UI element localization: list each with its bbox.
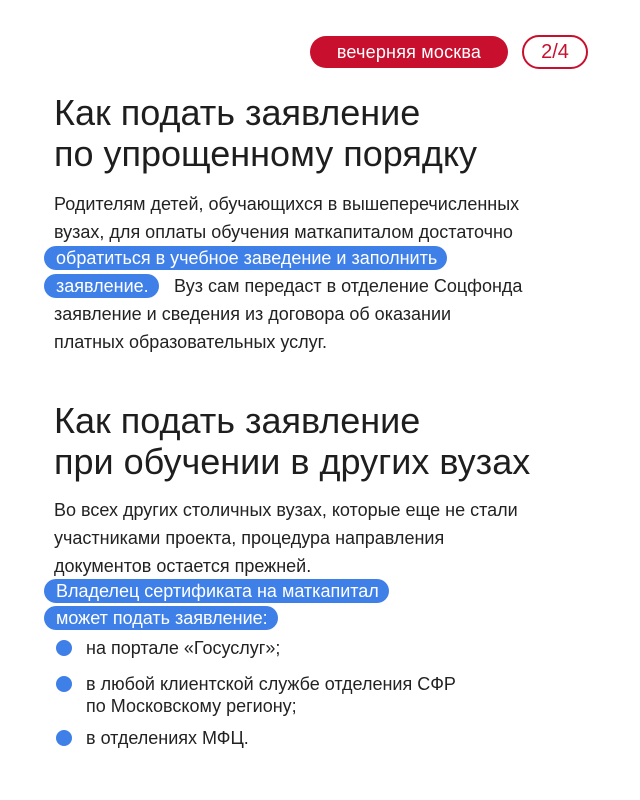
section1-line5: платных образовательных услуг.: [54, 332, 328, 352]
section1-line3: Вуз сам передаст в отделение Соцфонда: [174, 276, 523, 296]
section2-title-line1: Как подать заявление: [54, 400, 421, 441]
section1-highlight2: заявление.: [44, 274, 159, 298]
section2-line1: Во всех других столичных вузах, которые еще не стали: [54, 500, 518, 520]
bullet-item-mfc: в отделениях МФЦ.: [86, 728, 249, 748]
section2-highlight1: Владелец сертификата на маткапитал: [44, 579, 389, 603]
brand-badge: вечерняя москва: [310, 36, 508, 68]
bullet-dot-icon: [56, 640, 72, 656]
section2-line3: документов остается прежней.: [54, 556, 312, 576]
section1-title-line2: по упрощенному порядку: [54, 133, 478, 174]
section2-line2: участниками проекта, процедура направления: [54, 528, 445, 548]
page-counter: 2/4: [522, 35, 588, 69]
section2-paragraph: [54, 496, 614, 580]
bullet-item-sfr-cont: по Московскому региону;: [86, 696, 297, 716]
bullet-dot-icon: [56, 730, 72, 746]
section2-title: [54, 400, 530, 482]
section1-line2: вузах, для оплаты обучения маткапиталом достаточно: [54, 222, 513, 242]
section2-title-line2: при обучении в других вузах: [54, 441, 531, 482]
bullet-item-sfr: в любой клиентской службе отделения СФР: [86, 674, 456, 694]
section1-line4: заявление и сведения из договора об оказании: [54, 304, 452, 324]
bullet-item-gosuslugi: на портале «Госуслуг»;: [86, 638, 281, 658]
section2-highlight2: может подать заявление:: [44, 606, 278, 630]
section1-highlight1: обратиться в учебное заведение и заполнить: [44, 246, 447, 270]
section1-paragraph: [54, 190, 614, 246]
section1-title-line1: Как подать заявление: [54, 92, 421, 133]
bullet-dot-icon: [56, 676, 72, 692]
section1-line1: Родителям детей, обучающихся в вышеперечисленных: [54, 194, 520, 214]
section1-paragraph-tail: [54, 300, 614, 356]
section1-title: [54, 92, 477, 174]
